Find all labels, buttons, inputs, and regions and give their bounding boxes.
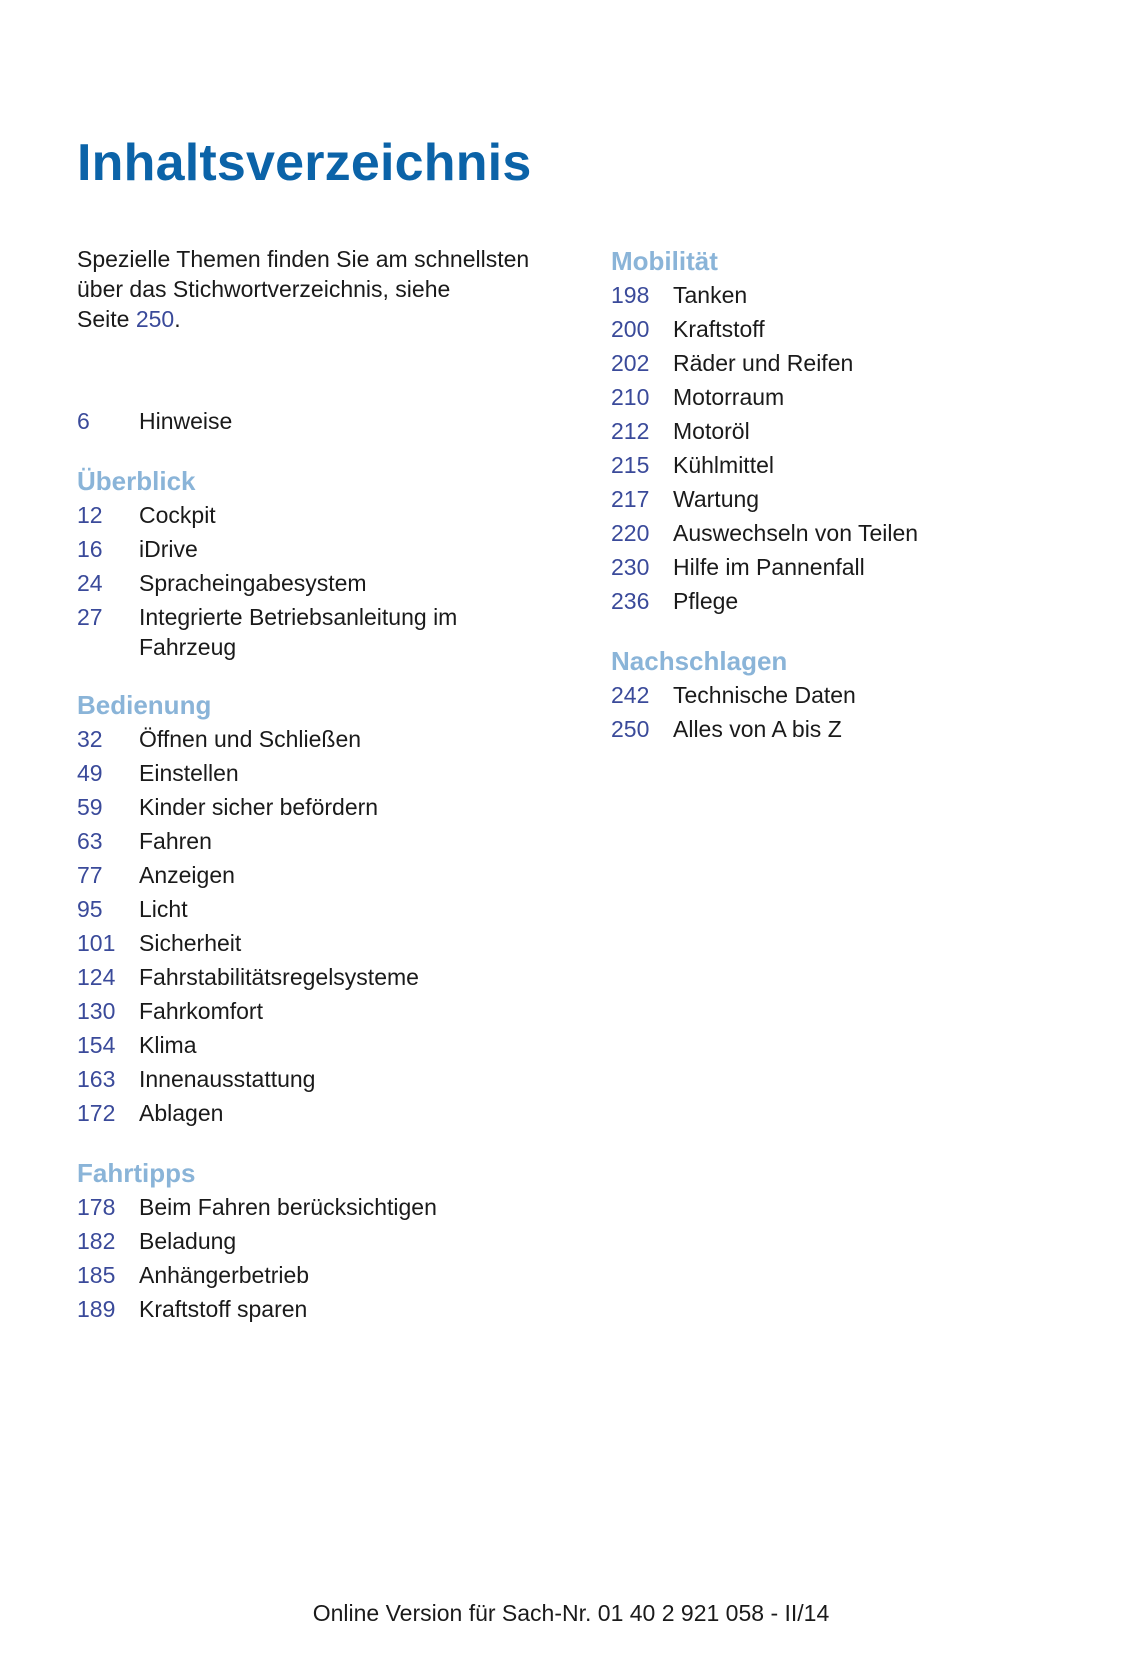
toc-entry[interactable] bbox=[77, 722, 597, 756]
toc-page-number: 236 bbox=[611, 588, 650, 614]
toc-entry-label: Motorraum bbox=[673, 384, 785, 410]
toc-entry-label: Pflege bbox=[673, 588, 739, 614]
toc-entry[interactable] bbox=[77, 858, 597, 892]
toc-section-title: Mobilität bbox=[611, 246, 718, 276]
toc-page-number: 101 bbox=[77, 930, 116, 956]
toc-page-number: 220 bbox=[611, 520, 650, 546]
toc-left-column bbox=[77, 244, 597, 1326]
toc-page-number: 27 bbox=[77, 604, 103, 630]
toc-page-number: 230 bbox=[611, 554, 650, 580]
toc-entry[interactable] bbox=[77, 404, 597, 438]
toc-page-number: 6 bbox=[77, 408, 90, 434]
intro-page-link[interactable]: 250 bbox=[135, 306, 175, 332]
toc-entry[interactable] bbox=[77, 960, 597, 994]
toc-section-title: Nachschlagen bbox=[611, 646, 788, 676]
toc-entry-label: Motoröl bbox=[673, 418, 750, 444]
toc-page-number: 250 bbox=[611, 716, 650, 742]
toc-entry[interactable] bbox=[611, 448, 1091, 482]
toc-page-number: 215 bbox=[611, 452, 650, 478]
toc-page-number: 178 bbox=[77, 1194, 116, 1220]
toc-section-title: Bedienung bbox=[77, 690, 212, 720]
toc-entry-label: Öffnen und Schließen bbox=[139, 726, 362, 752]
toc-entry[interactable] bbox=[77, 1096, 597, 1130]
toc-page-number: 163 bbox=[77, 1066, 116, 1092]
intro-text bbox=[77, 244, 597, 334]
toc-entry-label: Cockpit bbox=[139, 502, 216, 528]
toc-section-title: Fahrtipps bbox=[77, 1158, 196, 1188]
toc-page-number: 242 bbox=[611, 682, 650, 708]
toc-page-number: 12 bbox=[77, 502, 103, 528]
toc-page-number: 210 bbox=[611, 384, 650, 410]
toc-entry-label: Räder und Reifen bbox=[673, 350, 854, 376]
toc-entry-label: Integrierte Betriebsanleitung im Fahrzeug bbox=[139, 604, 458, 660]
toc-entry-label: Licht bbox=[139, 896, 188, 922]
toc-entry[interactable] bbox=[77, 532, 597, 566]
toc-page-number: 130 bbox=[77, 998, 116, 1024]
toc-page-number: 198 bbox=[611, 282, 650, 308]
toc-entry-label: Spracheingabesystem bbox=[139, 570, 367, 596]
toc-entry[interactable] bbox=[611, 516, 1091, 550]
footer-version-note: Online Version für Sach-Nr. 01 40 2 921 058 - II/14 bbox=[312, 1600, 830, 1626]
toc-entry[interactable] bbox=[77, 824, 597, 858]
toc-entry[interactable] bbox=[611, 380, 1091, 414]
toc-entry[interactable] bbox=[77, 926, 597, 960]
toc-page-number: 95 bbox=[77, 896, 103, 922]
toc-entry[interactable] bbox=[77, 994, 597, 1028]
toc-entry-label: Kinder sicher befördern bbox=[139, 794, 379, 820]
toc-entry-label: Sicherheit bbox=[139, 930, 242, 956]
toc-entry-label: Tanken bbox=[673, 282, 748, 308]
toc-entry-label: Kraftstoff bbox=[673, 316, 765, 342]
toc-entry[interactable] bbox=[77, 498, 597, 532]
toc-page-number: 217 bbox=[611, 486, 650, 512]
toc-entry[interactable] bbox=[611, 414, 1091, 448]
toc-entry[interactable] bbox=[611, 312, 1091, 346]
toc-section bbox=[611, 644, 1091, 746]
toc-page-number: 182 bbox=[77, 1228, 116, 1254]
toc-page-number: 154 bbox=[77, 1032, 116, 1058]
toc-entry[interactable] bbox=[611, 584, 1091, 618]
toc-page-number: 32 bbox=[77, 726, 103, 752]
toc-section bbox=[77, 464, 597, 662]
toc-entry-label: Alles von A bis Z bbox=[673, 716, 842, 742]
toc-right-column bbox=[611, 244, 1091, 746]
toc-page-number: 49 bbox=[77, 760, 103, 786]
toc-page-number: 185 bbox=[77, 1262, 116, 1288]
toc-entry-label: Auswechseln von Teilen bbox=[673, 520, 919, 546]
toc-page-number: 172 bbox=[77, 1100, 116, 1126]
toc-entry-label: Fahren bbox=[139, 828, 212, 854]
toc-entry[interactable] bbox=[77, 790, 597, 824]
intro-line-2: über das Stichwortverzeichnis, siehe bbox=[77, 276, 451, 302]
toc-entry[interactable] bbox=[77, 1258, 597, 1292]
toc-entry[interactable] bbox=[77, 892, 597, 926]
toc-entry[interactable] bbox=[77, 756, 597, 790]
toc-page-number: 202 bbox=[611, 350, 650, 376]
toc-entry-label: Beladung bbox=[139, 1228, 237, 1254]
toc-entry[interactable] bbox=[77, 1224, 597, 1258]
toc-entry-label: Hinweise bbox=[139, 408, 233, 434]
toc-entry[interactable] bbox=[611, 678, 1091, 712]
toc-entry[interactable] bbox=[77, 1062, 597, 1096]
toc-entry[interactable] bbox=[77, 1292, 597, 1326]
toc-entry-label: Anhängerbetrieb bbox=[139, 1262, 310, 1288]
toc-entry[interactable] bbox=[611, 346, 1091, 380]
toc-entry-label: iDrive bbox=[139, 536, 198, 562]
toc-entry[interactable] bbox=[611, 482, 1091, 516]
toc-page-number: 59 bbox=[77, 794, 103, 820]
toc-page-number: 63 bbox=[77, 828, 103, 854]
toc-entry-label: Beim Fahren berücksichtigen bbox=[139, 1194, 437, 1220]
toc-entry-label: Hilfe im Pannenfall bbox=[673, 554, 865, 580]
toc-page-number: 16 bbox=[77, 536, 103, 562]
toc-entry[interactable] bbox=[611, 278, 1091, 312]
toc-entry-label: Kraftstoff sparen bbox=[139, 1296, 308, 1322]
toc-entry[interactable] bbox=[77, 1028, 597, 1062]
toc-page-number: 124 bbox=[77, 964, 116, 990]
toc-section bbox=[611, 244, 1091, 618]
toc-page-number: 77 bbox=[77, 862, 103, 888]
toc-entry-hinweise-group bbox=[77, 404, 597, 438]
toc-section bbox=[77, 1156, 597, 1326]
toc-entry-label: Ablagen bbox=[139, 1100, 224, 1126]
intro-line-3-suffix: . bbox=[174, 306, 181, 332]
toc-entry-label: Technische Daten bbox=[673, 682, 856, 708]
toc-entry[interactable] bbox=[611, 550, 1091, 584]
toc-page-number: 200 bbox=[611, 316, 650, 342]
toc-entry[interactable] bbox=[77, 600, 597, 662]
toc-entry-label: Kühlmittel bbox=[673, 452, 774, 478]
toc-section-title: Überblick bbox=[77, 466, 196, 496]
toc-page-number: 189 bbox=[77, 1296, 116, 1322]
toc-entry[interactable] bbox=[77, 1190, 597, 1224]
intro-line-3-prefix: Seite bbox=[77, 306, 136, 332]
toc-entry-label: Fahrkomfort bbox=[139, 998, 263, 1024]
page-title: Inhaltsverzeichnis bbox=[77, 134, 532, 192]
toc-entry-label: Fahrstabilitätsregelsysteme bbox=[139, 964, 419, 990]
toc-entry-label: Einstellen bbox=[139, 760, 239, 786]
toc-entry-label: Anzeigen bbox=[139, 862, 235, 888]
toc-entry-label: Wartung bbox=[673, 486, 760, 512]
toc-section bbox=[77, 688, 597, 1130]
intro-line-1: Spezielle Themen finden Sie am schnellsten bbox=[77, 246, 530, 272]
toc-page-number: 212 bbox=[611, 418, 650, 444]
toc-entry-label: Klima bbox=[139, 1032, 197, 1058]
toc-entry[interactable] bbox=[611, 712, 1091, 746]
toc-page-number: 24 bbox=[77, 570, 103, 596]
left-sections bbox=[77, 464, 597, 1326]
right-sections bbox=[611, 244, 1091, 746]
toc-entry[interactable] bbox=[77, 566, 597, 600]
toc-entry-label: Innenausstattung bbox=[139, 1066, 316, 1092]
